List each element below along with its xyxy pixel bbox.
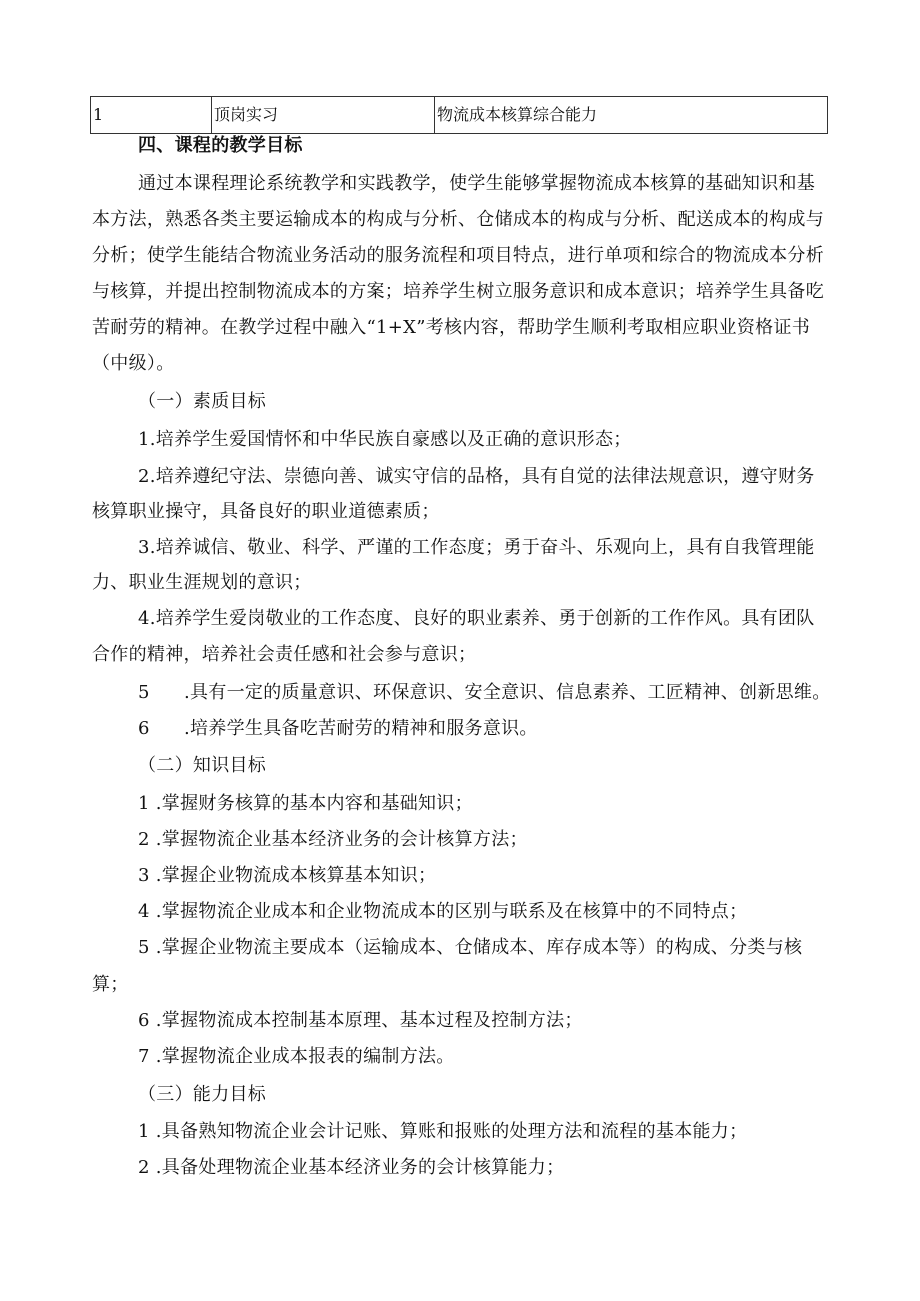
quality-item-6 (138, 717, 538, 741)
knowledge-title: （二）知识目标 (138, 755, 267, 776)
table-row (91, 97, 828, 134)
course-table (90, 96, 828, 134)
section-title: 四、课程的教学目标 (138, 135, 303, 156)
ability-item: 1 .具备熟知物流企业会计记账、算账和报账的处理方法和流程的基本能力； (138, 1121, 748, 1142)
item-text: .具有一定的质量意识、环保意识、安全意识、信息素养、工匠精神、创新思维。 (184, 682, 831, 703)
knowledge-item: 3 .掌握企业物流成本核算基本知识； (138, 865, 437, 886)
knowledge-item: 7 .掌握物流企业成本报表的编制方法。 (138, 1046, 455, 1067)
quality-line: 合作的精神，培养社会责任感和社会参与意识； (92, 644, 477, 665)
ability-title: （三）能力目标 (138, 1084, 267, 1105)
intro-line: （中级）。 (92, 353, 175, 374)
table-cell-course: 顶岗实习 (212, 97, 435, 134)
quality-line: 2.培养遵纪守法、崇德向善、诚实守信的品格，具有自觉的法律法规意识，遵守财务 (138, 466, 815, 487)
knowledge-item: 5 .掌握企业物流主要成本（运输成本、仓储成本、库存成本等）的构成、分类与核 (138, 937, 803, 958)
intro-line: 苦耐劳的精神。在教学过程中融入“1+X”考核内容，帮助学生顺利考取相应职业资格证书 (92, 317, 811, 338)
table-cell-index: 1 (91, 97, 212, 134)
item-number: 6 (138, 718, 150, 739)
intro-line: 本方法，熟悉各类主要运输成本的构成与分析、仓储成本的构成与分析、配送成本的构成与 (92, 209, 824, 230)
quality-title: （一）素质目标 (138, 391, 267, 412)
quality-line: 3.培养诚信、敬业、科学、严谨的工作态度；勇于奋斗、乐观向上，具有自我管理能 (138, 537, 815, 558)
knowledge-item: 1 .掌握财务核算的基本内容和基础知识； (138, 793, 473, 814)
quality-line: 力、职业生涯规划的意识； (92, 572, 312, 593)
ability-item: 2 .具备处理物流企业基本经济业务的会计核算能力； (138, 1157, 565, 1178)
knowledge-item: 算； (92, 974, 129, 995)
quality-line: 核算职业操守，具备良好的职业道德素质； (92, 501, 440, 522)
quality-line: 1.培养学生爱国情怀和中华民族自豪感以及正确的意识形态； (138, 429, 632, 450)
item-text: .培养学生具备吃苦耐劳的精神和服务意识。 (184, 718, 538, 739)
intro-line: 通过本课程理论系统教学和实践教学，使学生能够掌握物流成本核算的基础知识和基 (138, 173, 816, 194)
item-number: 5 (138, 682, 150, 703)
knowledge-item: 4 .掌握物流企业成本和企业物流成本的区别与联系及在核算中的不同特点； (138, 901, 748, 922)
quality-item-5 (138, 681, 831, 705)
table-cell-ability: 物流成本核算综合能力 (435, 97, 828, 134)
intro-line: 分析；使学生能结合物流业务活动的服务流程和项目特点，进行单项和综合的物流成本分析 (92, 245, 824, 266)
knowledge-item: 2 .掌握物流企业基本经济业务的会计核算方法； (138, 829, 528, 850)
intro-line: 与核算，并提出控制物流成本的方案；培养学生树立服务意识和成本意识；培养学生具备吃 (92, 281, 824, 302)
knowledge-item: 6 .掌握物流成本控制基本原理、基本过程及控制方法； (138, 1010, 583, 1031)
quality-line: 4.培养学生爱岗敬业的工作态度、良好的职业素养、勇于创新的工作作风。具有团队 (138, 608, 815, 629)
